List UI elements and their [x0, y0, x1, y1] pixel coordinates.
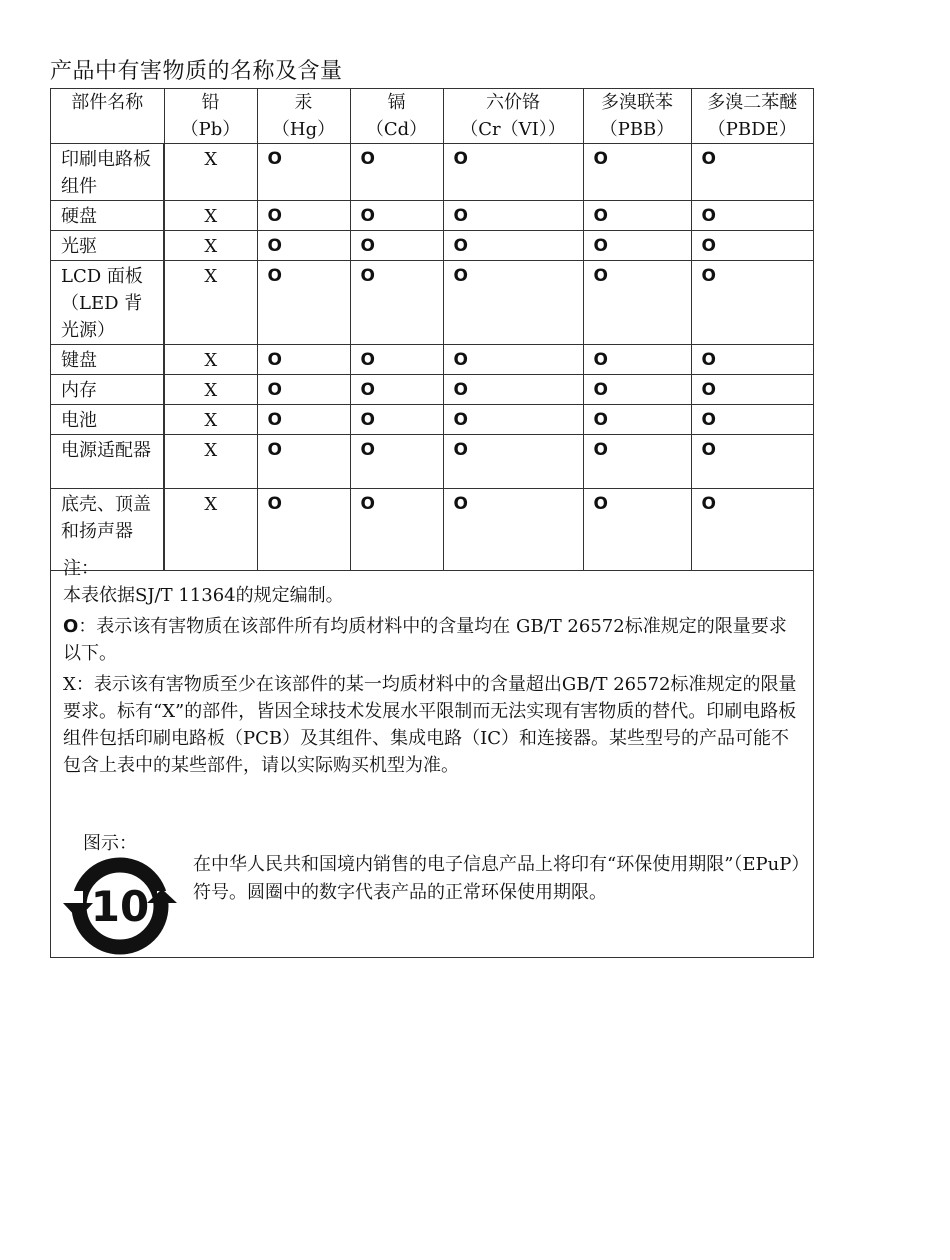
part-name-cell: 键盘	[51, 345, 164, 375]
substance-value-cell: O	[691, 231, 813, 261]
epup-number: 10	[90, 882, 150, 931]
substance-value-cell: O	[691, 435, 813, 489]
substance-value-cell: O	[443, 345, 583, 375]
substance-value-cell: O	[257, 345, 350, 375]
table-row	[51, 231, 813, 261]
substance-value-cell: O	[350, 201, 443, 231]
part-name-cell: 电源适配器	[51, 435, 164, 489]
notes-section	[63, 555, 803, 783]
part-name-cell: 光驱	[51, 231, 164, 261]
legend-label: 图示：	[83, 833, 137, 854]
header-cr6: 六价铬 （Cr（VI））	[443, 89, 583, 144]
part-name-cell: 电池	[51, 405, 164, 435]
substance-value-cell: O	[583, 201, 691, 231]
part-name-cell: 硬盘	[51, 201, 164, 231]
substance-value-cell: O	[583, 345, 691, 375]
header-cd: 镉 （Cd）	[350, 89, 443, 144]
substance-value-cell: X	[164, 435, 257, 489]
substance-value-cell: O	[350, 489, 443, 571]
substance-value-cell: O	[350, 231, 443, 261]
substance-value-cell: O	[257, 435, 350, 489]
substance-value-cell: O	[257, 375, 350, 405]
header-part: 部件名称	[51, 89, 164, 144]
substance-value-cell: O	[691, 405, 813, 435]
table-row	[51, 261, 813, 345]
substance-value-cell: X	[164, 405, 257, 435]
substance-value-cell: O	[257, 261, 350, 345]
header-pbb: 多溴联苯 （PBB）	[583, 89, 691, 144]
substance-value-cell: O	[350, 345, 443, 375]
substance-value-cell: O	[583, 261, 691, 345]
notes-basis: 本表依据SJ/T 11364的规定编制。	[63, 585, 344, 606]
substance-value-cell: X	[164, 201, 257, 231]
substance-value-cell: O	[350, 144, 443, 201]
substance-value-cell: O	[583, 489, 691, 571]
substance-value-cell: O	[583, 144, 691, 201]
notes-x-explanation: X：表示该有害物质至少在该部件的某一均质材料中的含量超出GB/T 26572标准规定的限量要求。标有“X”的部件，皆因全球技术发展水平限制而无法实现有害物质的替代。印刷电路板组件包括印刷电路板（PCB）及其组件、集成电路（IC）和连接器。某些型号的产品可能不包含上表中的某些部件，请以实际购买机型为准。	[63, 674, 797, 776]
substance-value-cell: X	[164, 345, 257, 375]
substance-value-cell: O	[443, 489, 583, 571]
substance-value-cell: O	[257, 231, 350, 261]
substance-value-cell: O	[443, 201, 583, 231]
substance-value-cell: O	[257, 144, 350, 201]
x-mark: X	[63, 674, 76, 695]
substance-value-cell: O	[691, 201, 813, 231]
substance-value-cell: O	[691, 144, 813, 201]
substance-value-cell: X	[164, 231, 257, 261]
substance-value-cell: O	[443, 231, 583, 261]
part-name-cell: 印刷电路板组件	[51, 144, 164, 201]
substance-value-cell: X	[164, 261, 257, 345]
substance-value-cell: O	[691, 489, 813, 571]
table-row	[51, 144, 813, 201]
substance-value-cell: O	[443, 405, 583, 435]
substance-value-cell: O	[583, 231, 691, 261]
substance-value-cell: O	[443, 261, 583, 345]
page-title: 产品中有害物质的名称及含量	[50, 59, 343, 84]
substance-value-cell: O	[691, 375, 813, 405]
substance-value-cell: O	[583, 405, 691, 435]
substance-value-cell: O	[350, 375, 443, 405]
notes-heading: 注：	[63, 558, 99, 579]
part-name-cell: 底壳、顶盖和扬声器	[51, 489, 164, 571]
substance-value-cell: O	[583, 435, 691, 489]
notes-o-explanation: O：表示该有害物质在该部件所有均质材料中的含量均在 GB/T 26572标准规定的限量要求以下。	[63, 616, 787, 664]
substance-value-cell: O	[691, 345, 813, 375]
table-row	[51, 375, 813, 405]
substance-value-cell: O	[443, 435, 583, 489]
table-row	[51, 435, 813, 489]
table-row	[51, 201, 813, 231]
substance-value-cell: O	[350, 405, 443, 435]
substance-value-cell: O	[257, 405, 350, 435]
header-pb: 铅 （Pb）	[164, 89, 257, 144]
substance-value-cell: X	[164, 144, 257, 201]
header-hg: 汞 （Hg）	[257, 89, 350, 144]
substance-value-cell: X	[164, 375, 257, 405]
substance-value-cell: O	[350, 261, 443, 345]
substance-value-cell: O	[691, 261, 813, 345]
legend-description: 在中华人民共和国境内销售的电子信息产品上将印有“环保使用期限”（EPuP）符号。圆圈中的数字代表产品的正常环保使用期限。	[193, 854, 801, 903]
substance-value-cell: O	[257, 489, 350, 571]
substance-value-cell: O	[443, 144, 583, 201]
substance-value-cell: O	[257, 201, 350, 231]
table-row	[51, 345, 813, 375]
substance-value-cell: X	[164, 489, 257, 571]
hazardous-substance-panel	[50, 88, 814, 958]
hazardous-substance-table	[51, 89, 813, 571]
part-name-cell: LCD 面板（LED 背光源）	[51, 261, 164, 345]
part-name-cell: 内存	[51, 375, 164, 405]
table-row	[51, 405, 813, 435]
table-header-row	[51, 89, 813, 144]
substance-value-cell: O	[350, 435, 443, 489]
epup-10-icon	[61, 855, 179, 957]
header-pbde: 多溴二苯醚 （PBDE）	[691, 89, 813, 144]
substance-value-cell: O	[583, 375, 691, 405]
o-mark: O	[63, 616, 79, 637]
substance-value-cell: O	[443, 375, 583, 405]
